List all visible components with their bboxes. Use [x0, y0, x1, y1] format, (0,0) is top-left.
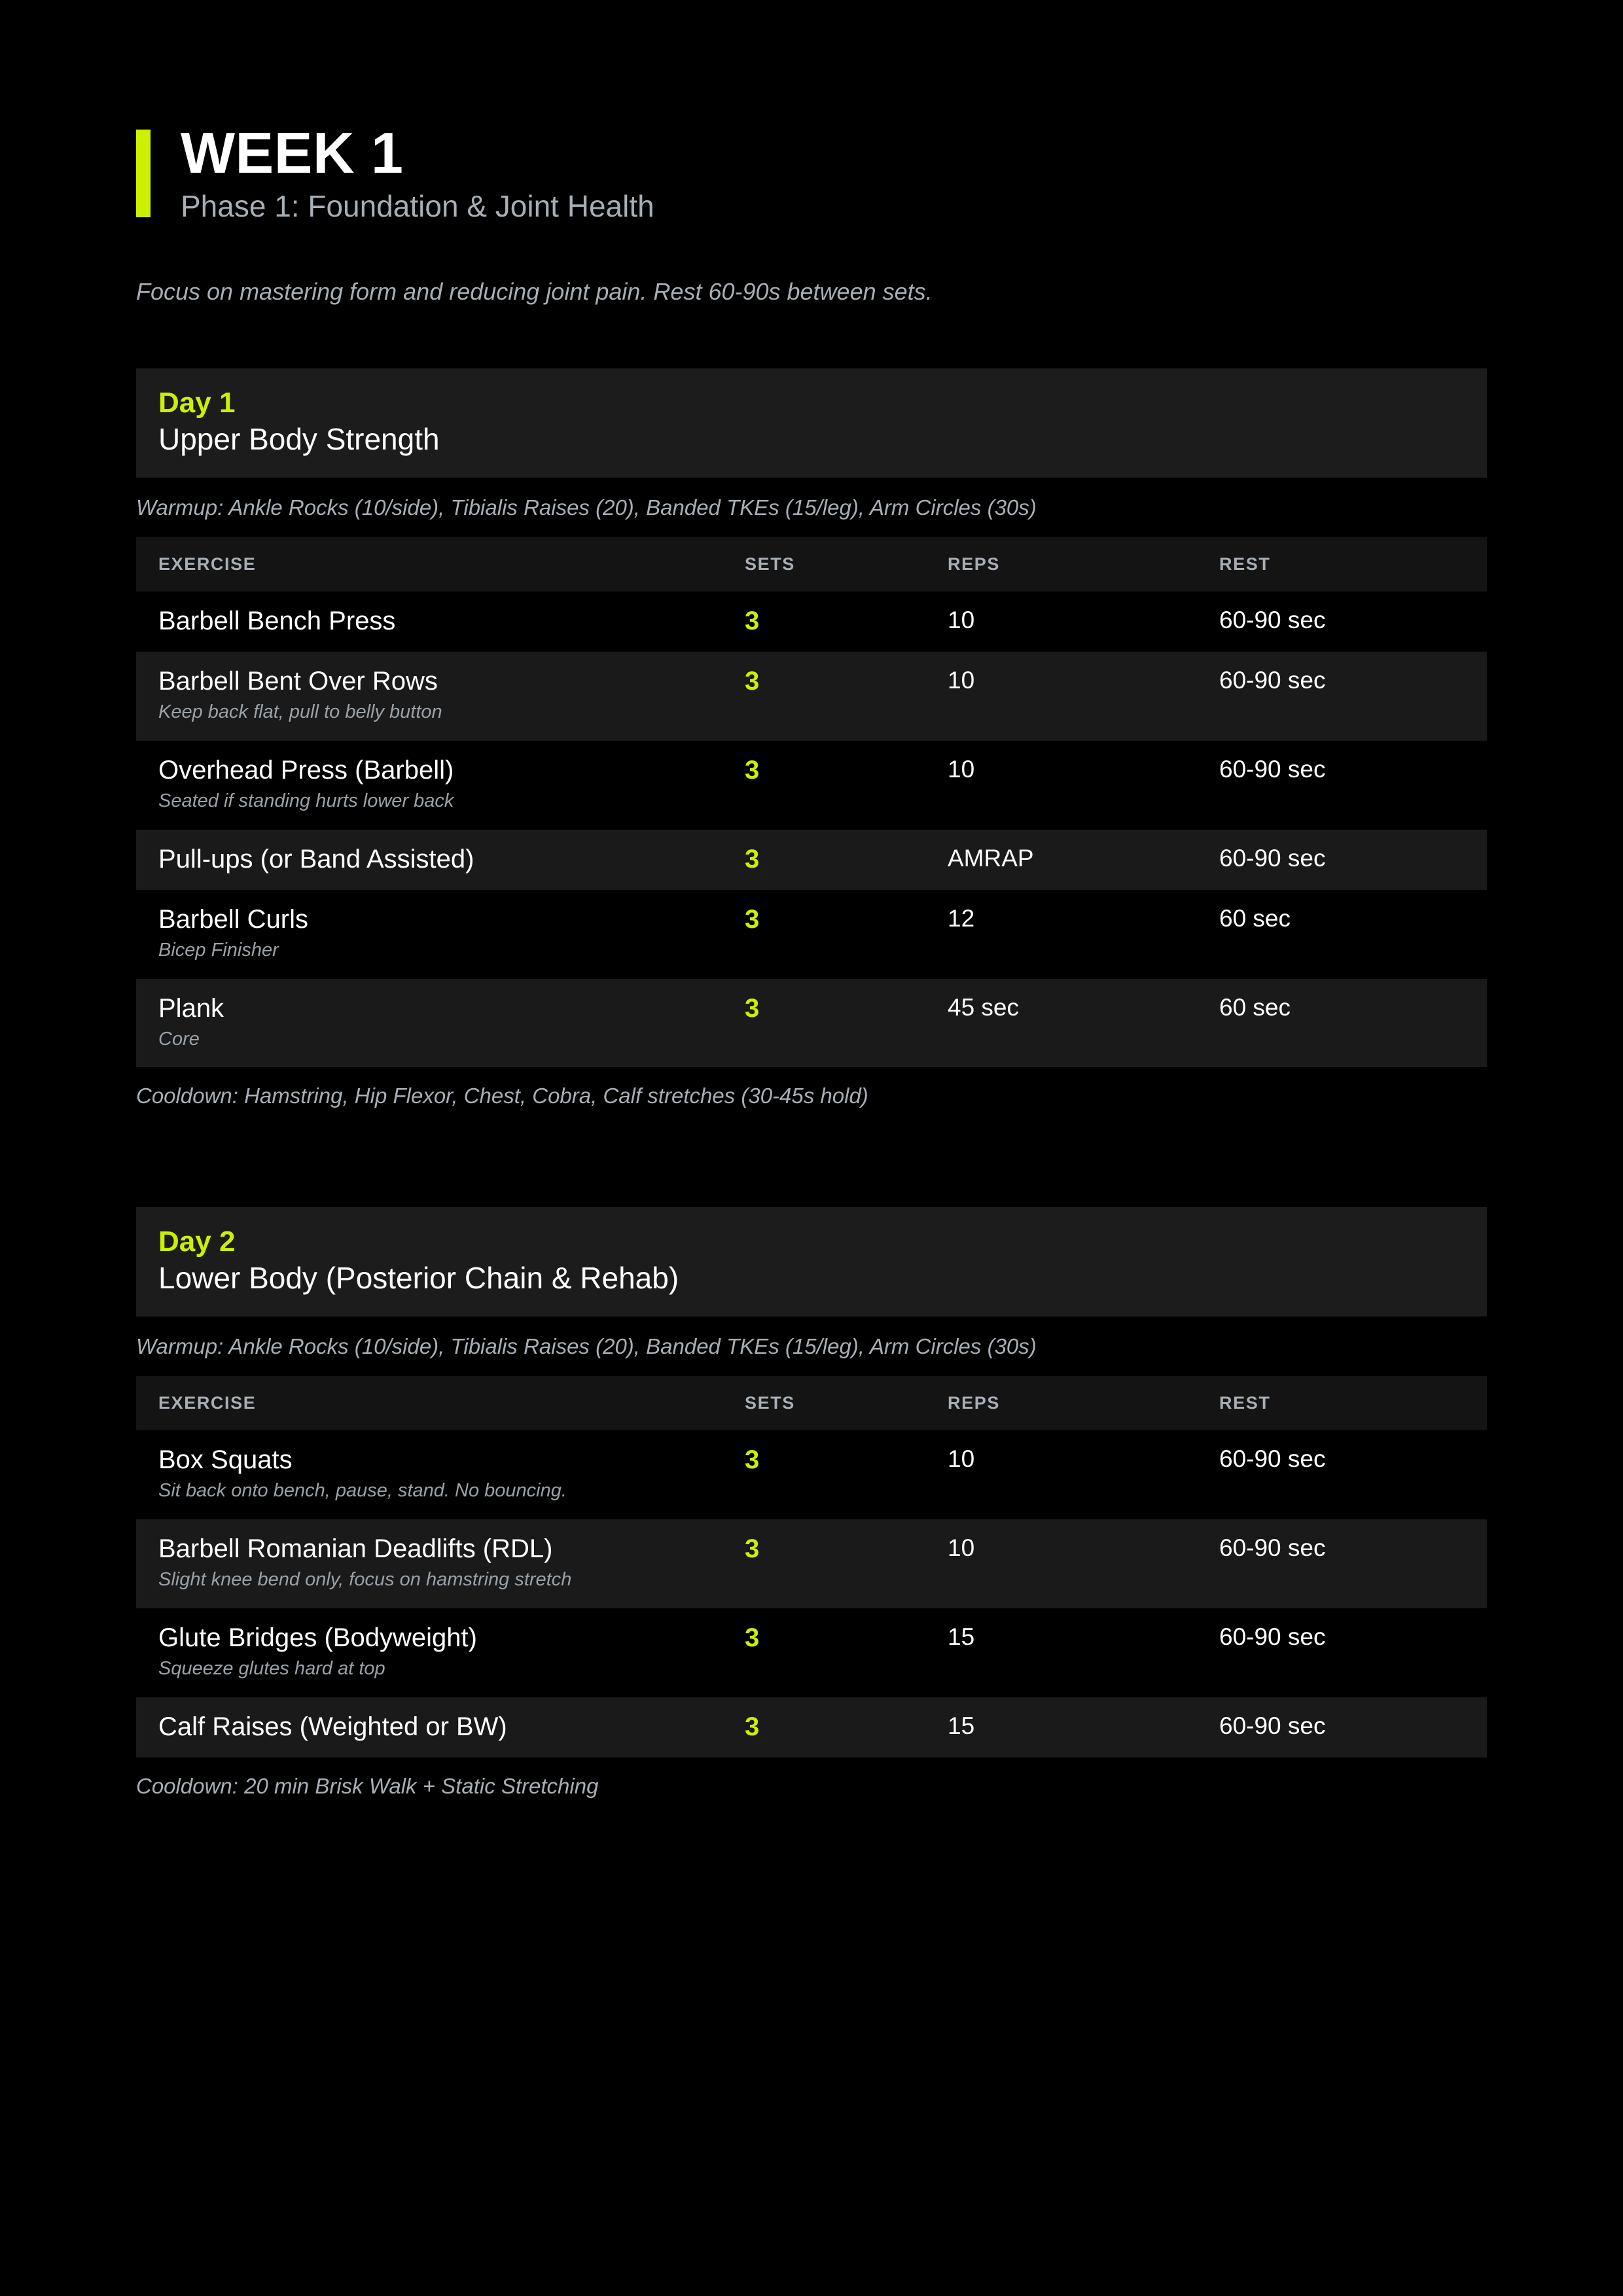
- exercise-note: Core: [158, 1028, 200, 1050]
- warmup-line-2: Warmup: Ankle Rocks (10/side), Tibialis Raises (20), Banded TKEs (15/leg), Arm Circles (30s): [136, 1333, 1037, 1358]
- day-header-1: [136, 368, 1487, 477]
- table-row: [136, 830, 1487, 890]
- exercise-note: Slight knee bend only, focus on hamstring stretch: [158, 1568, 572, 1590]
- rest-value: 60-90 sec: [1219, 667, 1326, 694]
- column-header-sets: SETS: [745, 537, 948, 592]
- exercise-cell: [136, 979, 745, 1068]
- reps-value: 10: [948, 756, 975, 783]
- day-focus-2: Lower Body (Posterior Chain & Rehab): [158, 1261, 679, 1296]
- warmup-line-1: Warmup: Ankle Rocks (10/side), Tibialis Raises (20), Banded TKEs (15/leg), Arm Circles (30s): [136, 495, 1037, 520]
- exercise-cell: [136, 1608, 745, 1697]
- table-row: [136, 1697, 1487, 1757]
- sets-value: 3: [745, 904, 760, 934]
- rest-value: 60 sec: [1219, 904, 1291, 932]
- reps-value: 12: [948, 904, 975, 932]
- column-header-rest: REST: [1219, 1376, 1487, 1430]
- table-row: [136, 1519, 1487, 1608]
- exercise-note: Bicep Finisher: [158, 939, 279, 961]
- rest-value: 60-90 sec: [1219, 756, 1326, 783]
- rest-value: 60-90 sec: [1219, 1623, 1326, 1650]
- table-row: [136, 652, 1487, 741]
- intro-note: Focus on mastering form and reducing joint pain. Rest 60-90s between sets.: [136, 278, 933, 305]
- column-header-reps: REPS: [948, 537, 1219, 592]
- exercise-name: Barbell Bent Over Rows: [158, 667, 438, 696]
- column-header-reps: REPS: [948, 1376, 1219, 1430]
- sets-value: 3: [745, 1534, 760, 1563]
- cooldown-line-1: Cooldown: Hamstring, Hip Flexor, Chest, Cobra, Calf stretches (30-45s hold): [136, 1084, 868, 1108]
- accent-bar-icon: [136, 130, 151, 217]
- reps-value: 45 sec: [948, 993, 1020, 1021]
- reps-value: 10: [948, 1445, 975, 1473]
- day-label-1: Day 1: [158, 387, 236, 419]
- reps-value: 10: [948, 607, 975, 634]
- column-header-sets: SETS: [745, 1376, 948, 1430]
- exercise-note: Sit back onto bench, pause, stand. No bouncing.: [158, 1480, 567, 1502]
- sets-value: 3: [745, 1623, 760, 1652]
- table-row: [136, 1608, 1487, 1697]
- page-title: WEEK 1: [181, 120, 404, 185]
- table-row: [136, 890, 1487, 979]
- column-header-exercise: EXERCISE: [136, 1376, 745, 1430]
- exercise-cell: [136, 652, 745, 741]
- table-header-row: [136, 537, 1487, 592]
- reps-value: 10: [948, 1534, 975, 1561]
- day-header-2: [136, 1207, 1487, 1316]
- reps-value: 15: [948, 1623, 975, 1650]
- sets-value: 3: [745, 1712, 760, 1741]
- exercise-note: Keep back flat, pull to belly button: [158, 701, 442, 723]
- sets-value: 3: [745, 756, 760, 785]
- exercise-name: Calf Raises (Weighted or BW): [158, 1712, 507, 1741]
- exercise-table-2: [136, 1376, 1487, 1757]
- exercise-cell: [136, 741, 745, 830]
- exercise-name: Barbell Curls: [158, 904, 308, 934]
- sets-value: 3: [745, 1445, 760, 1475]
- day-block-2: [136, 1207, 1487, 1799]
- sets-value: 3: [745, 667, 760, 696]
- table-row: [136, 592, 1487, 652]
- exercise-cell: [136, 1519, 745, 1608]
- cooldown-line-2: Cooldown: 20 min Brisk Walk + Static Stretching: [136, 1773, 599, 1798]
- reps-value: AMRAP: [948, 844, 1034, 872]
- exercise-cell: [136, 890, 745, 979]
- rest-value: 60-90 sec: [1219, 607, 1326, 634]
- rest-value: 60-90 sec: [1219, 1534, 1326, 1561]
- exercise-name: Barbell Bench Press: [158, 607, 396, 636]
- exercise-cell: [136, 592, 745, 652]
- sets-value: 3: [745, 844, 760, 874]
- exercise-name: Box Squats: [158, 1445, 293, 1475]
- table-row: [136, 741, 1487, 830]
- day-focus-1: Upper Body Strength: [158, 422, 440, 457]
- rest-value: 60-90 sec: [1219, 844, 1326, 872]
- document-header: [136, 120, 1487, 223]
- table-header-row: [136, 1376, 1487, 1430]
- phase-subtitle: Phase 1: Foundation & Joint Health: [181, 189, 654, 223]
- reps-value: 15: [948, 1712, 975, 1739]
- exercise-cell: [136, 1697, 745, 1757]
- exercise-name: Overhead Press (Barbell): [158, 756, 454, 785]
- reps-value: 10: [948, 667, 975, 694]
- day-block-1: [136, 368, 1487, 1109]
- table-row: [136, 1430, 1487, 1519]
- exercise-cell: [136, 830, 745, 890]
- rest-value: 60-90 sec: [1219, 1445, 1326, 1473]
- exercise-name: Pull-ups (or Band Assisted): [158, 844, 474, 874]
- exercise-table-1: [136, 537, 1487, 1067]
- exercise-note: Seated if standing hurts lower back: [158, 790, 454, 812]
- exercise-note: Squeeze glutes hard at top: [158, 1657, 385, 1679]
- exercise-name: Barbell Romanian Deadlifts (RDL): [158, 1534, 553, 1563]
- sets-value: 3: [745, 607, 760, 636]
- exercise-cell: [136, 1430, 745, 1519]
- column-header-exercise: EXERCISE: [136, 537, 745, 592]
- column-header-rest: REST: [1219, 537, 1487, 592]
- rest-value: 60-90 sec: [1219, 1712, 1326, 1739]
- exercise-name: Plank: [158, 993, 224, 1023]
- rest-value: 60 sec: [1219, 993, 1291, 1021]
- day-label-2: Day 2: [158, 1226, 236, 1258]
- table-row: [136, 979, 1487, 1068]
- sets-value: 3: [745, 993, 760, 1023]
- exercise-name: Glute Bridges (Bodyweight): [158, 1623, 477, 1652]
